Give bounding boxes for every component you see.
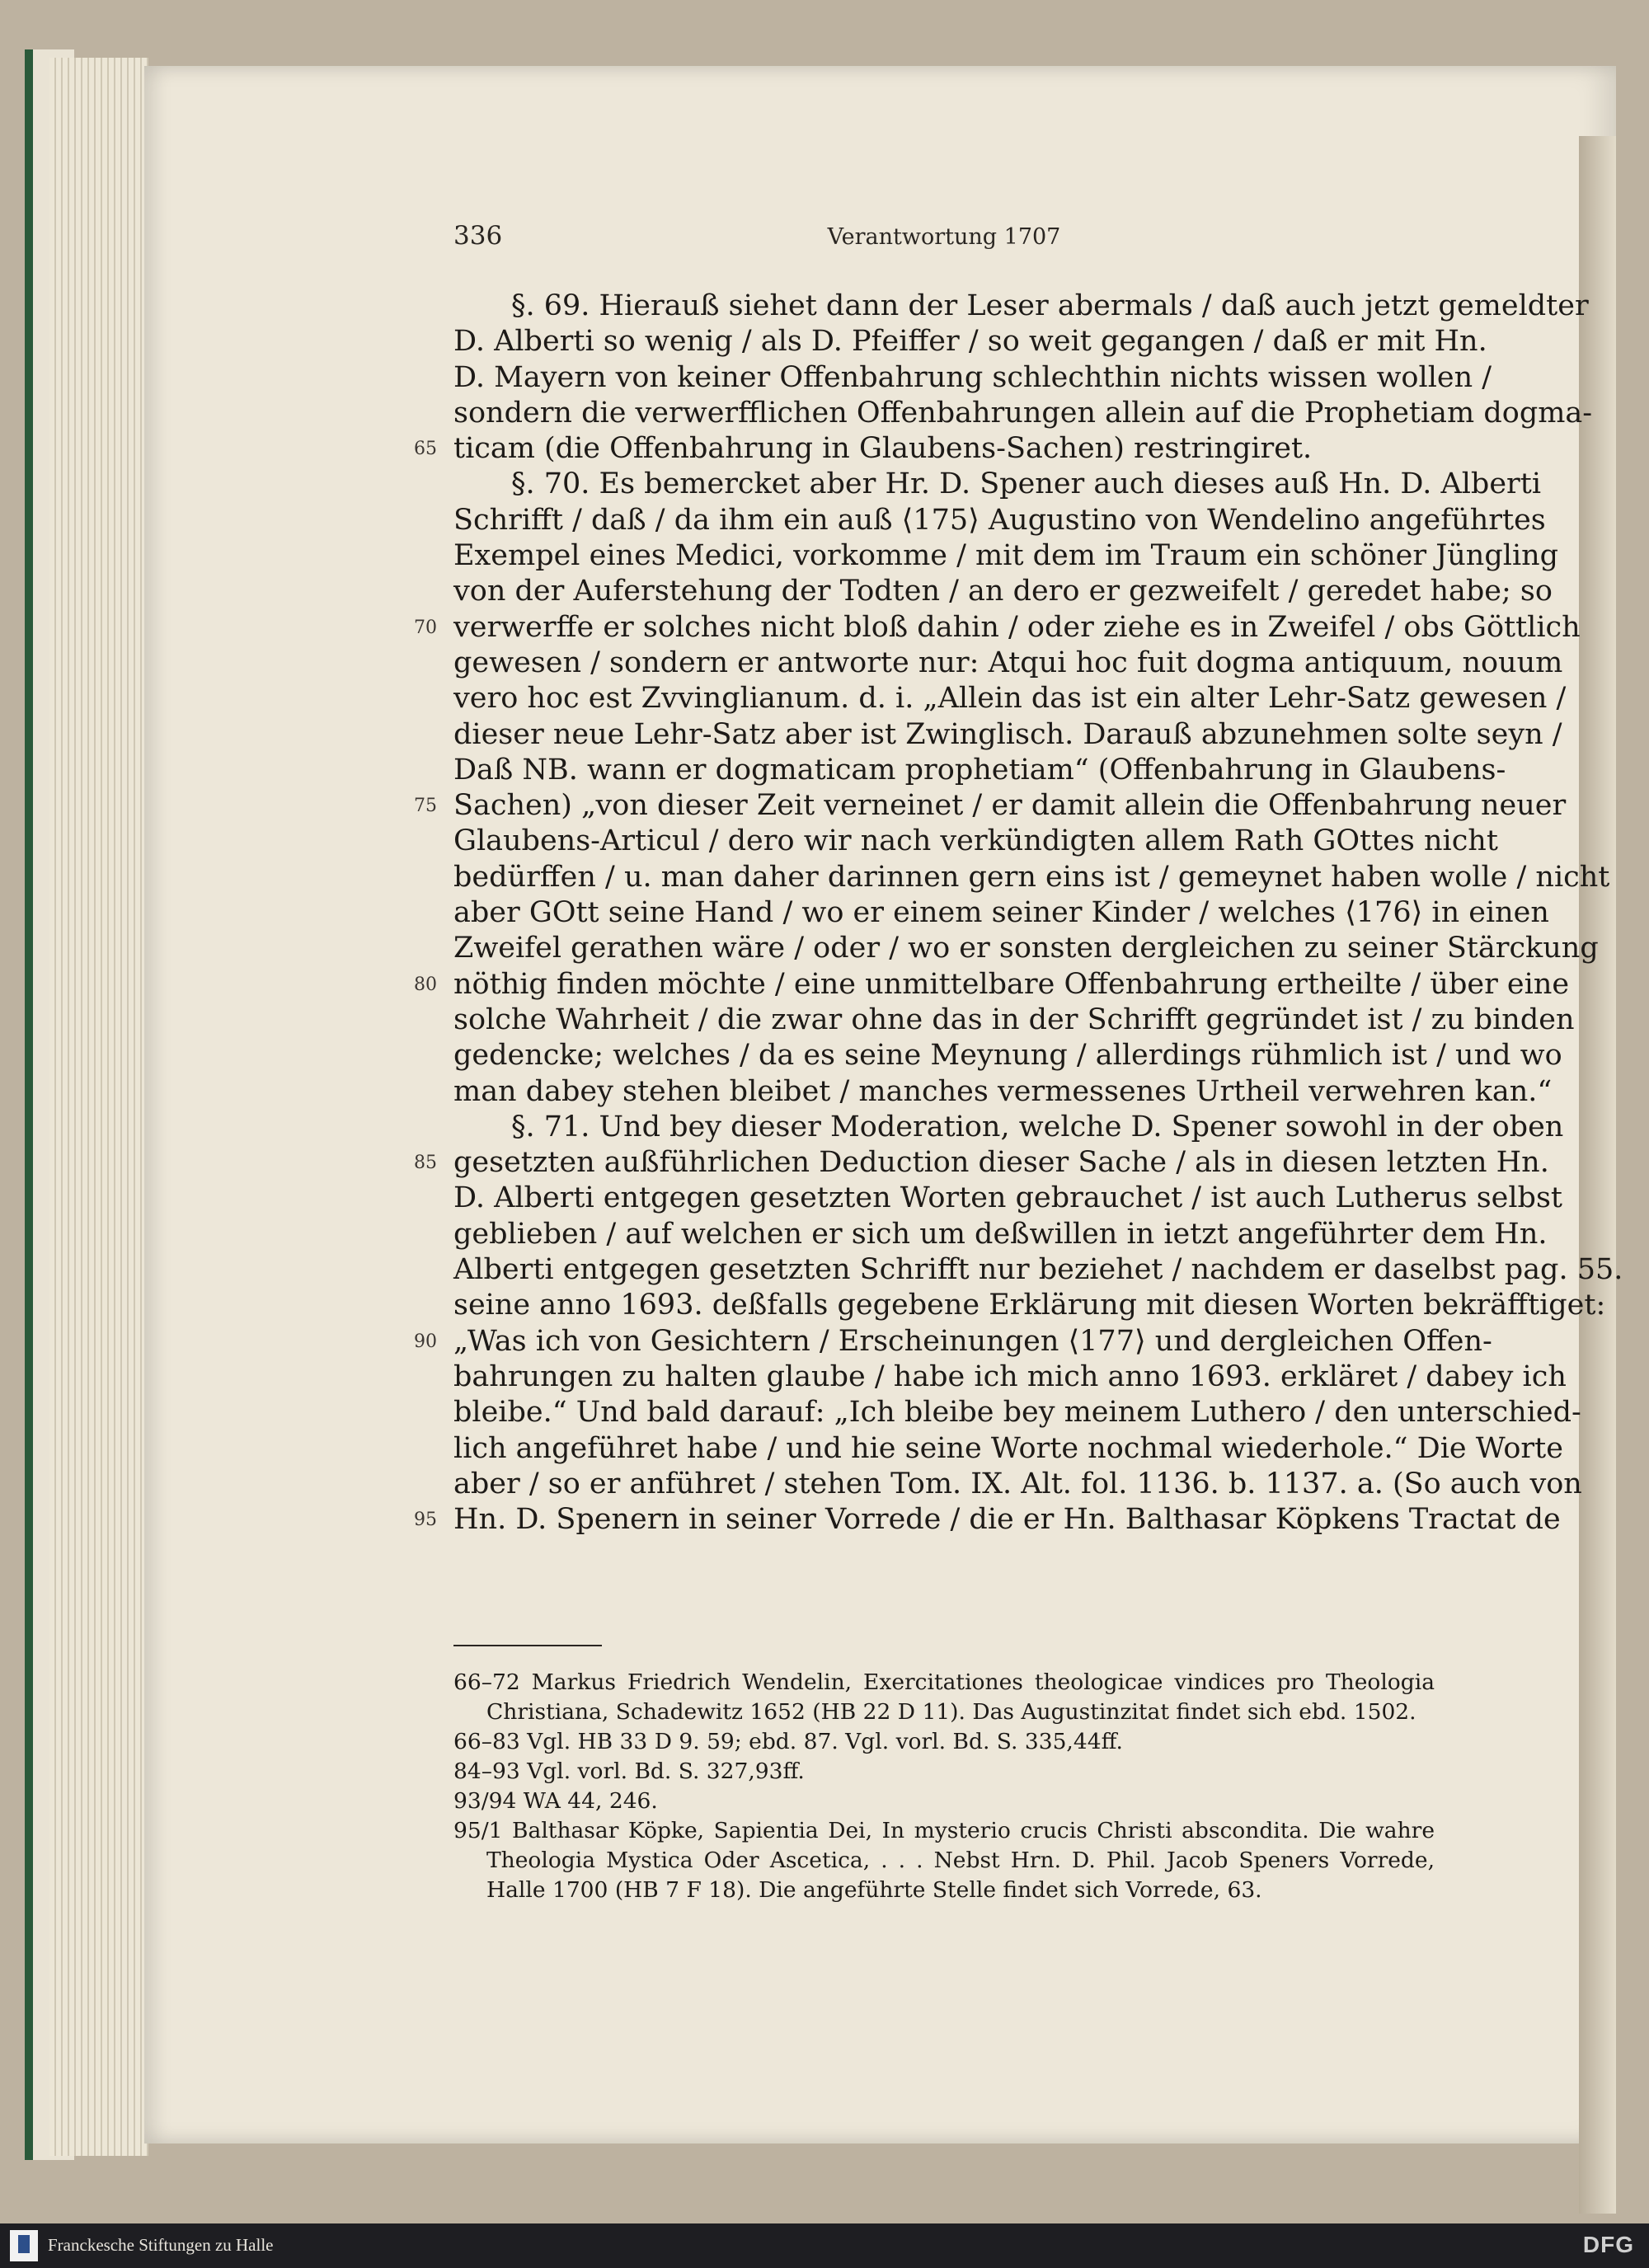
text-line	[453, 1395, 1581, 1430]
footnote: 95/1 Balthasar Köpke, Sapientia Dei, In mysterio crucis Christi abscondita. Die wahre Theologia Mystica Oder Ascetica, . . . Nebst Hrn. D. Phil. Jacob Speners Vorrede, Halle 1700 (HB 7 F 18). Die angeführte Stelle findet sich Vorrede, 63.	[453, 1818, 1435, 1903]
line-text: aber / so er anführet / stehen Tom. IX. Alt. fol. 1136. b. 1137. a. (So auch von	[453, 1467, 1582, 1500]
text-line	[453, 1110, 1564, 1145]
text-line	[453, 574, 1553, 609]
text-line	[453, 1288, 1606, 1323]
text-line	[414, 1502, 1561, 1538]
line-text: vero hoc est Zvvinglianum. d. i. „Allein das ist ein alter Lehr-Satz gewesen /	[453, 682, 1567, 716]
text-line	[453, 538, 1559, 574]
line-text: lich angeführet habe / und hie seine Worte nochmal wiederhole.“ Die Worte	[453, 1431, 1563, 1465]
line-text: „Was ich von Gesichtern / Erscheinungen ⟨177⟩ und dergleichen Offen-	[453, 1324, 1492, 1358]
text-line	[453, 467, 1542, 502]
line-number: 95	[414, 1510, 437, 1531]
line-text: Exempel eines Medici, vorkomme / mit dem im Traum ein schöner Jüngling	[453, 539, 1559, 573]
line-text: verwerffe er solches nicht bloß dahin / oder ziehe es in Zweifel / obs Göttlich	[453, 610, 1581, 644]
text-line	[453, 824, 1498, 859]
footnote: 66–72 Markus Friedrich Wendelin, Exercitationes theologicae vindices pro Theologia Christiana, Schadewitz 1652 (HB 22 D 11). Das Augustinzitat findet sich ebd. 1502.	[453, 1669, 1435, 1725]
text-line	[453, 753, 1506, 788]
dfg-logo: DFG	[1582, 2232, 1634, 2257]
line-text: nöthig finden möchte / eine unmittelbare Offenbahrung ertheilte / über eine	[453, 967, 1570, 1001]
text-line	[414, 431, 1435, 467]
viewer-footer	[0, 2223, 1649, 2268]
line-text: Schrifft / daß / da ihm ein auß ⟨175⟩ Augustino von Wendelino angeführtes	[453, 503, 1546, 537]
text-line	[453, 360, 1492, 396]
text-line	[414, 788, 1567, 824]
line-text: Glaubens-Articul / dero wir nach verkündigten allem Rath GOttes nicht	[453, 824, 1498, 858]
text-line	[453, 931, 1599, 966]
text-line	[453, 1038, 1562, 1073]
line-text: geblieben / auf welchen er sich um deßwillen in ietzt angeführter dem Hn.	[453, 1217, 1548, 1251]
line-number: 70	[414, 617, 437, 638]
line-number: 80	[414, 974, 437, 995]
line-text: gesetzten außführlichen Deduction dieser Sache / als in diesen letzten Hn.	[453, 1146, 1549, 1180]
line-number: 65	[414, 439, 437, 460]
line-text: Zweifel gerathen wäre / oder / wo er sonsten dergleichen zu seiner Stärckung	[453, 932, 1599, 965]
text-line	[453, 1181, 1562, 1216]
line-text: Hn. D. Spenern in seiner Vorrede / die er Hn. Balthasar Köpkens Tractat de	[453, 1503, 1561, 1537]
line-text: von der Auferstehung der Todten / an dero er gezweifelt / geredet habe; so	[453, 575, 1553, 608]
text-line	[453, 1431, 1563, 1467]
institution-name: Franckesche Stiftungen zu Halle	[48, 2235, 274, 2255]
text-line	[453, 396, 1593, 431]
text-line	[453, 1003, 1575, 1038]
line-text: Daß NB. wann er dogmaticam prophetiam“ (Offenbahrung in Glaubens-	[453, 753, 1506, 787]
text-line	[453, 1359, 1567, 1395]
line-text: §. 69. Hierauß siehet dann der Leser abermals / daß auch jetzt gemeldter	[511, 289, 1589, 322]
text-line	[414, 967, 1570, 1003]
text-line	[453, 1074, 1553, 1110]
page-header	[453, 221, 1435, 261]
line-text: sondern die verwerfflichen Offenbahrungen allein auf die Prophetiam dogma-	[453, 396, 1593, 430]
line-text: aber GOtt seine Hand / wo er einem seiner Kinder / welches ⟨176⟩ in einen	[453, 896, 1549, 930]
text-line	[414, 1145, 1549, 1181]
text-line	[453, 681, 1567, 716]
line-text: gedencke; welches / da es seine Meynung / allerdings rühmlich ist / und wo	[453, 1039, 1562, 1073]
line-text: man dabey stehen bleibet / manches vermessenes Urtheil verwehren kan.“	[453, 1074, 1553, 1108]
line-text: solche Wahrheit / die zwar ohne das in der Schrifft gegründet ist / zu binden	[453, 1003, 1575, 1036]
text-line	[453, 895, 1549, 931]
text-line	[453, 1467, 1582, 1502]
text-line	[414, 1324, 1492, 1359]
text-line	[453, 1252, 1623, 1288]
line-number: 75	[414, 796, 437, 817]
line-text: seine anno 1693. deßfalls gegebene Erklärung mit diesen Worten bekräfftiget:	[453, 1289, 1606, 1322]
line-text: Sachen) „von dieser Zeit verneinet / er damit allein die Offenbahrung neuer	[453, 789, 1567, 823]
running-title: Verantwortung 1707	[827, 224, 1061, 250]
text-line	[453, 860, 1610, 895]
next-page-edge	[1579, 136, 1616, 2214]
line-text: dieser neue Lehr-Satz aber ist Zwinglisch. Darauß abzunehmen solte seyn /	[453, 717, 1562, 751]
text-line	[414, 610, 1581, 646]
line-number: 90	[414, 1331, 437, 1352]
text-line	[453, 1217, 1548, 1252]
footnote-rule	[453, 1645, 602, 1646]
text-line	[453, 324, 1487, 359]
footnote: 66–83 Vgl. HB 33 D 9. 59; ebd. 87. Vgl. vorl. Bd. S. 335,44ff.	[453, 1729, 1123, 1754]
page-number: 336	[453, 221, 503, 251]
page-stack	[49, 58, 148, 2156]
line-text: D. Mayern von keiner Offenbahrung schlechthin nichts wissen wollen /	[453, 360, 1492, 394]
line-text: bedürffen / u. man daher darinnen gern eins ist / gemeynet haben wolle / nicht	[453, 860, 1610, 894]
line-text: ticam (die Offenbahrung in Glaubens-Sachen) restringiret.	[453, 432, 1313, 466]
line-text: gewesen / sondern er antworte nur: Atqui hoc fuit dogma antiquum, nouum	[453, 646, 1563, 679]
text-line	[453, 717, 1562, 753]
institution-logo-icon	[10, 2230, 38, 2261]
line-text: Alberti entgegen gesetzten Schrifft nur beziehet / nachdem er daselbst pag. 55.	[453, 1253, 1623, 1287]
line-text: §. 71. Und bey dieser Moderation, welche D. Spener sowohl in der oben	[511, 1110, 1564, 1143]
text-line	[453, 503, 1546, 538]
line-text: D. Alberti so wenig / als D. Pfeiffer / so weit gegangen / daß er mit Hn.	[453, 325, 1487, 359]
line-text: bleibe.“ Und bald darauf: „Ich bleibe bey meinem Luthero / den unterschied-	[453, 1396, 1581, 1430]
line-text: §. 70. Es bemercket aber Hr. D. Spener auch dieses auß Hn. D. Alberti	[511, 467, 1542, 501]
footnote: 93/94 WA 44, 246.	[453, 1788, 658, 1814]
footnotes	[453, 1668, 1435, 1905]
line-text: bahrungen zu halten glaube / habe ich mich anno 1693. erkläret / dabey ich	[453, 1359, 1567, 1393]
text-line	[453, 289, 1589, 324]
main-text	[414, 289, 1623, 1538]
line-text: D. Alberti entgegen gesetzten Worten gebrauchet / ist auch Lutherus selbst	[453, 1181, 1562, 1215]
line-number: 85	[414, 1153, 437, 1174]
text-line	[453, 646, 1563, 681]
footnote: 84–93 Vgl. vorl. Bd. S. 327,93ff.	[453, 1759, 805, 1784]
